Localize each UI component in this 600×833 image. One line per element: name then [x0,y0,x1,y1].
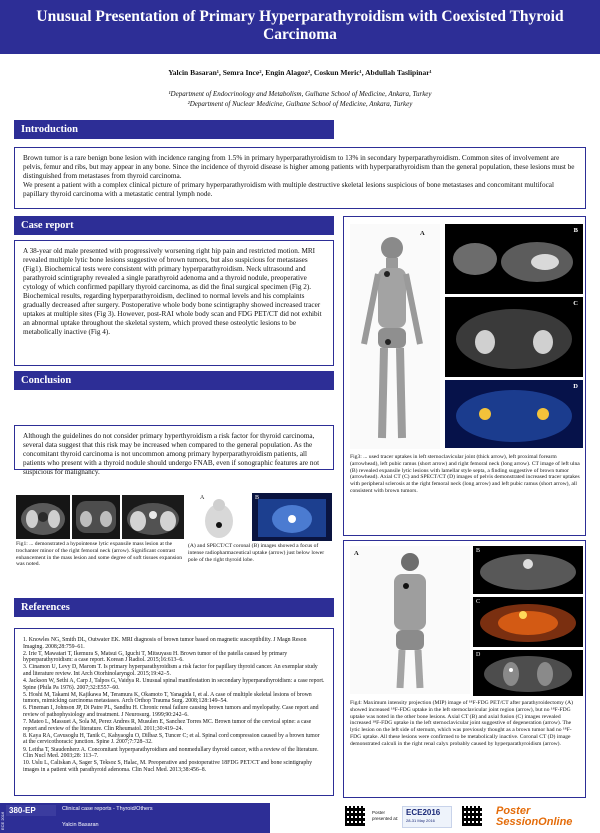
ece-logo-subtext: 28-31 May 2016 [406,818,435,823]
fig4-mip-graphic [350,546,470,694]
fig3-caption: Fig3: ... used tracer uptakes in left sternoclavicular joint (thick arrow), left proximal forearm (arrowhead), left pubic ramus (short arrow) and right femoral neck (long arrow). CT image of left ulna (B) revealed expansile lytic lesions with lamellar style septa, a finding suggestive of brown tumor (arrowhead). Axial CT (C) and SPECT/CT (D) images of pelvis demonstrated increased tracer uptakes with peripheral sclerosis at the right femoral neck (long arrow) and left pubic ramus (short arrow), all consistent with brown tumors. [350,454,580,494]
presented-at-label: Poster presented at: [372,810,399,821]
fig3-pelvis-ct-graphic [445,297,583,377]
fig3-image-d [445,380,583,448]
reference-item: 7. Mateo L, Massuet A, Sola M, Perez Andres R, Musulen E, Sanchez Torres MC. Brown tumor of the cervical spine: a case report and review of the literature. Clin Rheumatol. 2011;30:419–24. [23,719,312,732]
fig2-image-a [188,493,250,541]
fig4-coronal-ct-graphic [473,650,583,696]
reference-item: 10. Uslu L, Caliskan A, Sager S, Teksoz S, Halac, M. Preoperative and postoperative 18FDG PET/CT and bone scintigraphy images in a patient with parathyroid adenoma. Clin Nucl Med. 2013;38:456–8. [23,760,313,773]
fig3-bone-scan-graphic [350,224,440,449]
qr-code-icon[interactable] [345,806,365,826]
fig4-fusion-graphic [473,597,583,647]
fig2-label-a: A [200,495,205,501]
poster-code: 380-EP [6,805,56,816]
case-report-heading: Case report [14,216,334,235]
fig1-image-c [122,495,184,539]
case-report-text: A 38-year old male presented with progressively worsening right hip pain and restricted motion. MRI revealed multiple lytic bone lesions suggestive of brown tumors, but also suspicious for metastases (Fig1). Biochemical tests were consistent with primary hyperparathyroidism. Neck ultrasound and parathyroid scintigraphy revealed a single parathyroid adenoma and a thyroid nodule, preoperative cytology of which confirmed papillary thyroid carcinoma, as did the final surgical specimen (Fig 2). Biochemical results, regarding hyperparathyroidism, declined to normal levels and his complaints gradually decreased after surgery. Postoperative whole body bone scintigraphy showed increased tracer uptakes at multiple sites (Fig 3). However, post-RAI whole body scan and FDG PET/CT did not exhibit an abnormal uptake throughout the skeletal system, which proved these osteolytic lesions to be metabolically inactive (Fig 4). [23,247,322,336]
fig4-image-d [473,650,583,696]
reference-item: 9. Leitha T, Staudenherz A. Concomitant hyperparathyroidism and nonmedullary thyroid cancer, with a review of the literature. Clin Nucl Med. 2003;28: 113–7. [23,746,319,760]
fig4-label-b: B [476,548,481,554]
fig4-label-a: A [354,550,359,557]
poster-category: Clinical case reports - Thyroid/Others [62,806,153,812]
fig3-pelvis-spect-graphic [445,380,583,448]
reference-item: 6. Fineman I, Johnson JP, Di Patre PL, Sandhu H. Chronic renal failure causing brown tumors and myelopathy. Case report and review of pathophysiology and treatment. J Neurosurg. 1999;90:242–6. [23,705,319,719]
fig3-label-c: C [573,300,578,307]
fig2-image-b [252,493,332,541]
introduction-heading: Introduction [14,120,334,139]
fig2-spect-b-graphic [252,493,332,541]
qr-code-icon[interactable] [462,806,482,826]
fig1-image-a [16,495,70,539]
fig4-image-c [473,597,583,647]
conclusion-text: Although the guidelines do not consider primary hyperthyroidism a risk factor for thyroid carcinoma, several data suggest that this risk may be increased when compared to the general population. As the concomitant thyroid carcinoma is not uncommon among primary hyperparathyroidism patients, all patients who present with a thyroid nodule should undergo FNAB, even if sonographic features are not suspicious for malignancy. [23,432,320,476]
authors-line: Yalcin Basaran¹, Semra Ince², Engin Alagoz², Coskun Meric¹, Abdullah Taslipinar¹ [168,68,432,77]
fig3-image-a [350,224,440,449]
fig1-mri-a-graphic [16,495,70,539]
presenter-name: Yalcin Basaran [62,822,99,828]
fig4-image-a [350,546,470,694]
reference-item: 4. Jackson W, Sethi A, Carp J, Talpos G, Vaidya R. Unusual spinal manifestation in secondary hyperparathyroidism: a case report. Spine (Phila Pa 1976). 2007;32:E557–60. [23,678,325,691]
fig2-label-b: B [255,495,260,501]
introduction-p2: We present a patient with a complex clinical picture of primary hyperparathyroidism with multiple destructive skeletal lesions suspicious of bone metastases and concomitant multifocal papillary thyroid carcinoma with a metastatic central lymph node. [23,181,554,198]
poster-session-online-logo: Poster SessionOnline [496,805,573,828]
footer-vertical-text: ECE 2016 [0,811,5,830]
fig4-axial-ct-graphic [473,546,583,594]
fig3-ulna-ct-graphic [445,224,583,294]
references-box [14,628,334,796]
affiliation-1: ¹Department of Endocrinology and Metabolism, Gulhane School of Medicine, Ankara, Turkey [168,90,432,98]
reference-item: 5. Hoshi M, Takami M, Kajikawa M, Teramura K, Okamoto T, Yanagida I, et al. A case of multiple skeletal lesions of brown tumors, mimicking carcinoma metastases. Arch Orthop Trauma Surg. 2008;128:149–54. [23,691,312,705]
conclusion-heading: Conclusion [14,371,334,390]
fig3-label-b: B [573,227,578,234]
reference-item: 3. Cinamon U, Levy D, Marom T. Is primary hyperparathyroidism a risk factor for papillary thyroid cancer. An exemplar study and literature review. Int Arch Otorhinolaryngol. 2015;19:42–5. [23,664,318,677]
reference-item: 1. Knowles NG, Smith DL, Outwater EK. MRI diagnosis of brown tumor based on magnetic susceptibility. J Magn Reson Imaging. 2008;28:759–61. [23,637,307,650]
case-report-box [14,240,334,366]
fig4-label-c: C [476,599,481,605]
fig3-label-d: D [573,383,578,390]
reference-item: 2. Irie T, Mawatari T, Ikemura S, Matsui G, Iguchi T, Mitsuyasu H. Brown tumor of the patella caused by primary hyperparathyroidism: a case report. Korean J Radiol. 2015;16:613–6. [23,650,288,664]
poster-title: Unusual Presentation of Primary Hyperparathyroidism with Coexisted Thyroid Carcinoma [36,8,564,43]
fig2-scan-a-graphic [188,493,250,541]
fig1-mri-b-graphic [72,495,120,539]
fig3-image-c [445,297,583,377]
fig2-caption: (A) and SPECT/CT coronal (B) images showed a focus of intense radiopharmaceutical uptake (arrow) just below lower pole of the right thyroid lobe. [188,543,325,563]
references-heading: References [14,598,334,617]
introduction-box [14,147,586,209]
fig3-label-a: A [420,230,425,237]
ece-logo-text: ECE2016 [406,808,441,817]
fig1-image-b [72,495,120,539]
fig3-image-b [445,224,583,294]
fig1-caption: Fig1: ... demonstrated a hypointense lytic expansile mass lesion at the trochanter minor of the right femoral neck (arrow). Significant contrast enhancement in the mass lesion and some degree of soft tissues expansion was noted. [16,541,183,568]
introduction-p1: Brown tumor is a rare benign bone lesion with incidence ranging from 1.5% in primary hyperparathyroidism to 13% in secondary hyperparathyroidism. Common sites of involvement are pelvis, femur and ribs, but may appear in any bone. Since the incidence of thyroid disease is higher among patients with hyperparathyroidism than the general population, these lesions must be distinguished from metastases from thyroid carcinoma. [23,154,575,180]
fig1-mri-c-graphic [122,495,184,539]
reference-item: 8. Kaya RA, Cavusoglu H, Tanik C, Kahyaoglu O, Dilbaz S, Tuncer C; et al. Spinal cord compression caused by a brown tumor at the cervicothoracic junction. Spine J. 2007;7:728–32. [23,732,320,746]
conclusion-box [14,425,334,476]
fig4-label-d: D [476,652,481,658]
fig4-image-b [473,546,583,594]
affiliation-2: ²Department of Nuclear Medicine, Gulhane School of Medicine, Ankara, Turkey [187,100,413,108]
fig4-caption: Fig4: Maximum intensity projection (MIP) image of ¹⁸F-FDG PET/CT after parathyroidectomy (A) showed increased ¹⁸F-FDG uptake in the left sternoclavicular joint region (arrow), but no ¹⁸F-FDG uptake was noted in the other bone lesions. Axial CT (B) and axial fusion (C) images revealed increased ¹⁸F-FDG uptake in the left sternoclavicular joint suggestive of degeneration (arrow). The lytic lesion on the left side of sternum, which was previously thought as a brown tumor had no ¹⁸F-FDG uptake. All these lesions were confirmed to be metabolically inactive. Coronal CT (D) image demonstrated calculi in the right renal calyx probably caused by hyperparathyroidism (arrow). [350,700,574,747]
